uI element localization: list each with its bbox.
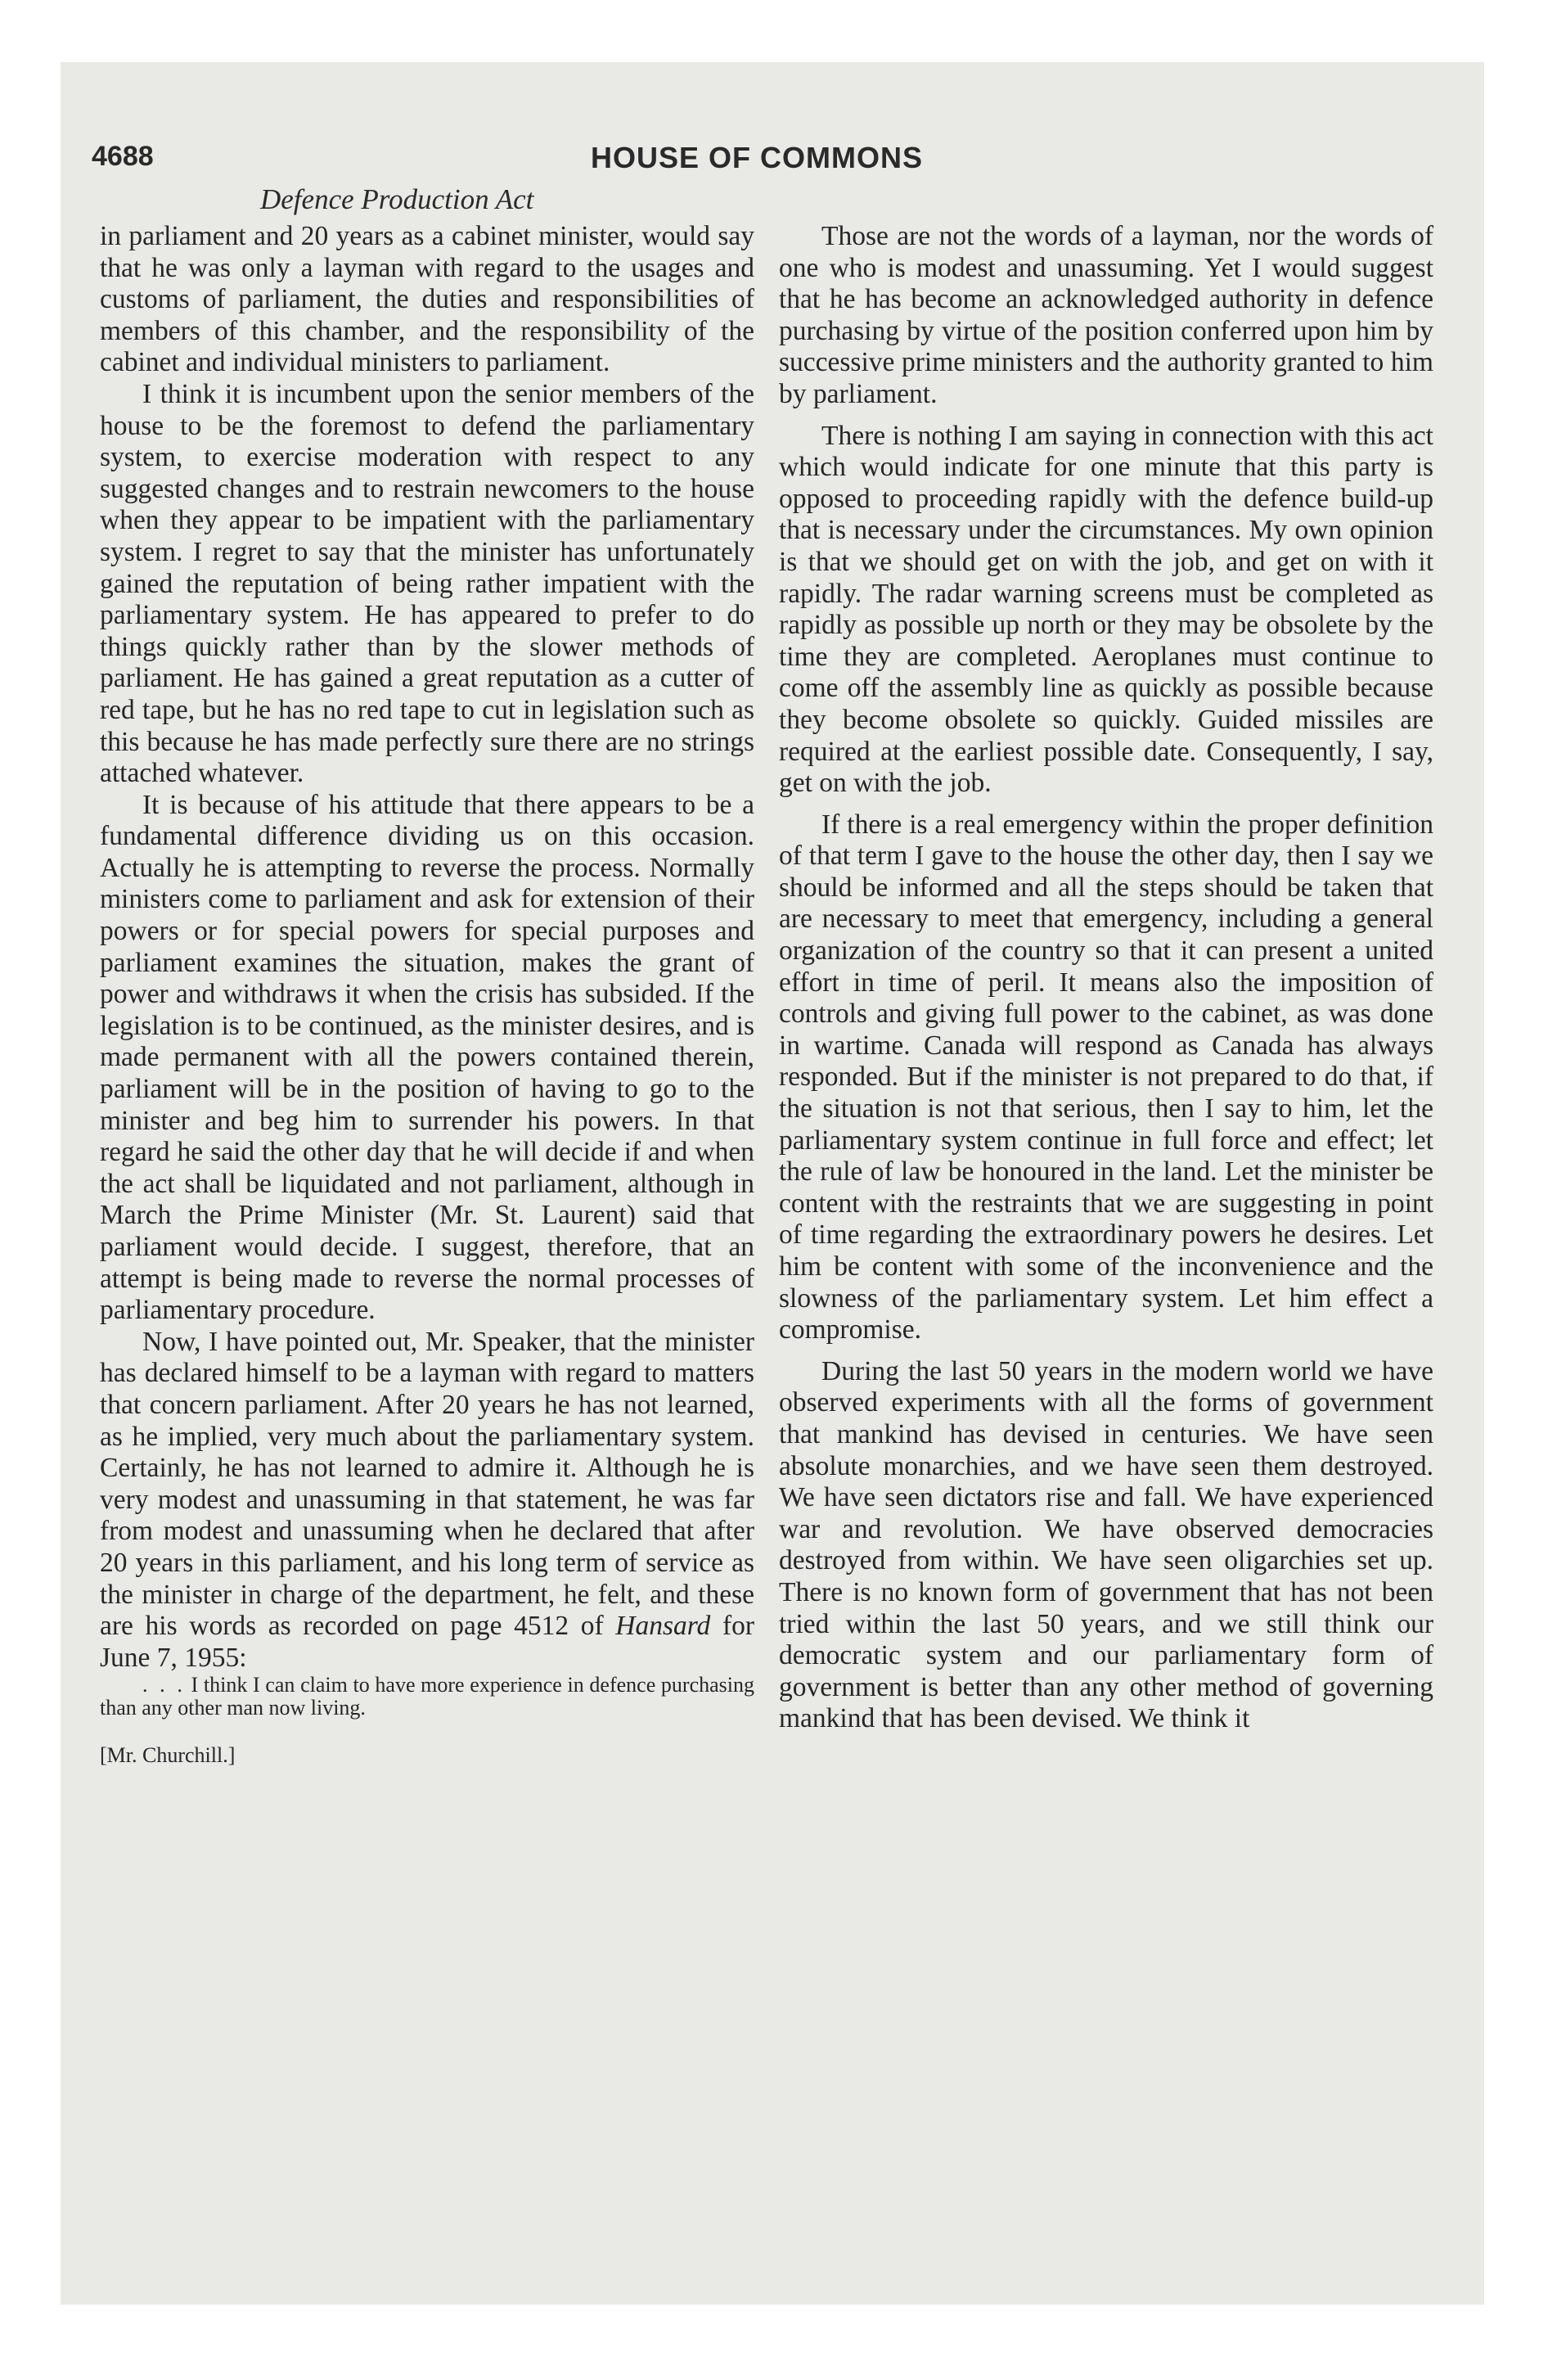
speaker-attribution: [Mr. Churchill.] — [100, 1743, 236, 1768]
paragraph: If there is a real emergency within the proper definition of that term I gave to the house the other day, then I say we should be informed and all the steps should be taken that are necessary to meet that emergency, including a general organization of the country so that it can present a united effort in time of peril. It means also the imposition of controls and giving full power to the cabinet, as was done in wartime. Canada will respond as Canada has always responded. But if the minister is not prepared to do that, if the situation is not that serious, then I say to him, let the parliamentary system continue in full force and effect; let the rule of law be honoured in the land. Let the minister be content with the restraints that we are suggesting in point of time regarding the extraordinary powers he desires. Let him be content with some of the inconvenience and the slowness of the parliamentary system. Let him effect a compromise. — [779, 809, 1433, 1346]
paragraph: Those are not the words of a layman, nor the words of one who is modest and unassuming. Yet I would suggest that he has become an acknowledged authority in defence purchasing by virtue of the position conferred upon him by successive prime ministers and the authority granted to him by parliament. — [779, 221, 1433, 409]
page-number: 4688 — [92, 141, 154, 172]
page-header — [92, 141, 1442, 182]
paragraph — [100, 1327, 754, 1675]
paragraph-text: Now, I have pointed out, Mr. Speaker, that the minister has declared himself to be a layman with regard to matters that concern parliament. After 20 years he has not learned, as he implied, very much about the parliamentary system. Certainly, he has not learned to admire it. Although he is very modest and unassuming in that statement, he was far from modest and unassuming when he declared that after 20 years in this parliament, and his long term of service as the minister in charge of the department, he felt, and these are his words as recorded on page 4512 of — [100, 1326, 754, 1642]
hansard-date: for June 7, 1955: — [100, 1611, 755, 1673]
paragraph: in parliament and 20 years as a cabinet minister, would say that he was only a layman with regard to the usages and customs of parliament, the duties and responsibilities of members of this chamber, and the responsibility of the cabinet and individual ministers to parliament. — [100, 221, 754, 378]
paragraph: There is nothing I am saying in connection with this act which would indicate for one minute that this party is opposed to proceeding rapidly with the defence build-up that is necessary under the circumstances. My own opinion is that we should get on with the job, and get on with it rapidly. The radar warning screens must be completed as rapidly as possible up north or they may be obsolete by the time they are completed. Aeroplanes must continue to come off the assembly line as quickly as possible because they become obsolete so quickly. Guided missiles are required at the earliest possible date. Consequently, I say, get on with the job. — [779, 420, 1433, 799]
quote-text: I think I can claim to have more experience in defence purchasing than any other man now living. — [100, 1673, 754, 1720]
page-title: HOUSE OF COMMONS — [591, 141, 924, 174]
paragraph: It is because of his attitude that there appears to be a fundamental difference dividing us on this occasion. Actually he is attempting to reverse the process. Normally ministers come to parliament and ask for extension of their powers or for special powers for special purposes and parliament examines the situation, makes the grant of power and withdraws it when the crisis has subsided. If the legislation is to be continued, as the minister desires, and is made permanent with all the powers contained therein, parliament will be in the position of having to go to the minister and beg him to surrender his powers. In that regard he said the other day that he will decide if and when the act shall be liquidated and not parliament, although in March the Prime Minister (Mr. St. Laurent) said that parliament would decide. I suggest, therefore, that an attempt is being made to reverse the normal processes of parliamentary procedure. — [100, 789, 754, 1326]
section-subheading: Defence Production Act — [260, 183, 534, 215]
right-column — [779, 221, 1433, 1745]
hansard-reference: Hansard — [615, 1611, 711, 1642]
paragraph: I think it is incumbent upon the senior members of the house to be the foremost to defend the parliamentary system, to exercise moderation with respect to any suggested changes and to restrain newcomers to the house when they appear to be impatient with the parliamentary system. I regret to say that the minister has unfortunately gained the reputation of being rather impatient with the parliamentary system. He has appeared to prefer to do things quickly rather than by the slower methods of parliament. He has gained a great reputation as a cutter of red tape, but he has no red tape to cut in legislation such as this because he has made perfectly sure there are no strings attached whatever. — [100, 378, 754, 789]
quote-ellipsis: . . . — [142, 1673, 186, 1697]
paragraph: During the last 50 years in the modern world we have observed experiments with all the forms of government that mankind has devised in centuries. We have seen absolute monarchies, and we have seen them destroyed. We have seen dictators rise and fall. We have experienced war and revolution. We have observed democracies destroyed from within. We have seen oligarchies set up. There is no known form of government that has not been tried within the last 50 years, and we still think our democratic system and our parliamentary form of government is better than any other method of governing mankind that has been devised. We think it — [779, 1355, 1433, 1734]
block-quote — [100, 1674, 754, 1720]
left-column — [100, 221, 754, 1767]
